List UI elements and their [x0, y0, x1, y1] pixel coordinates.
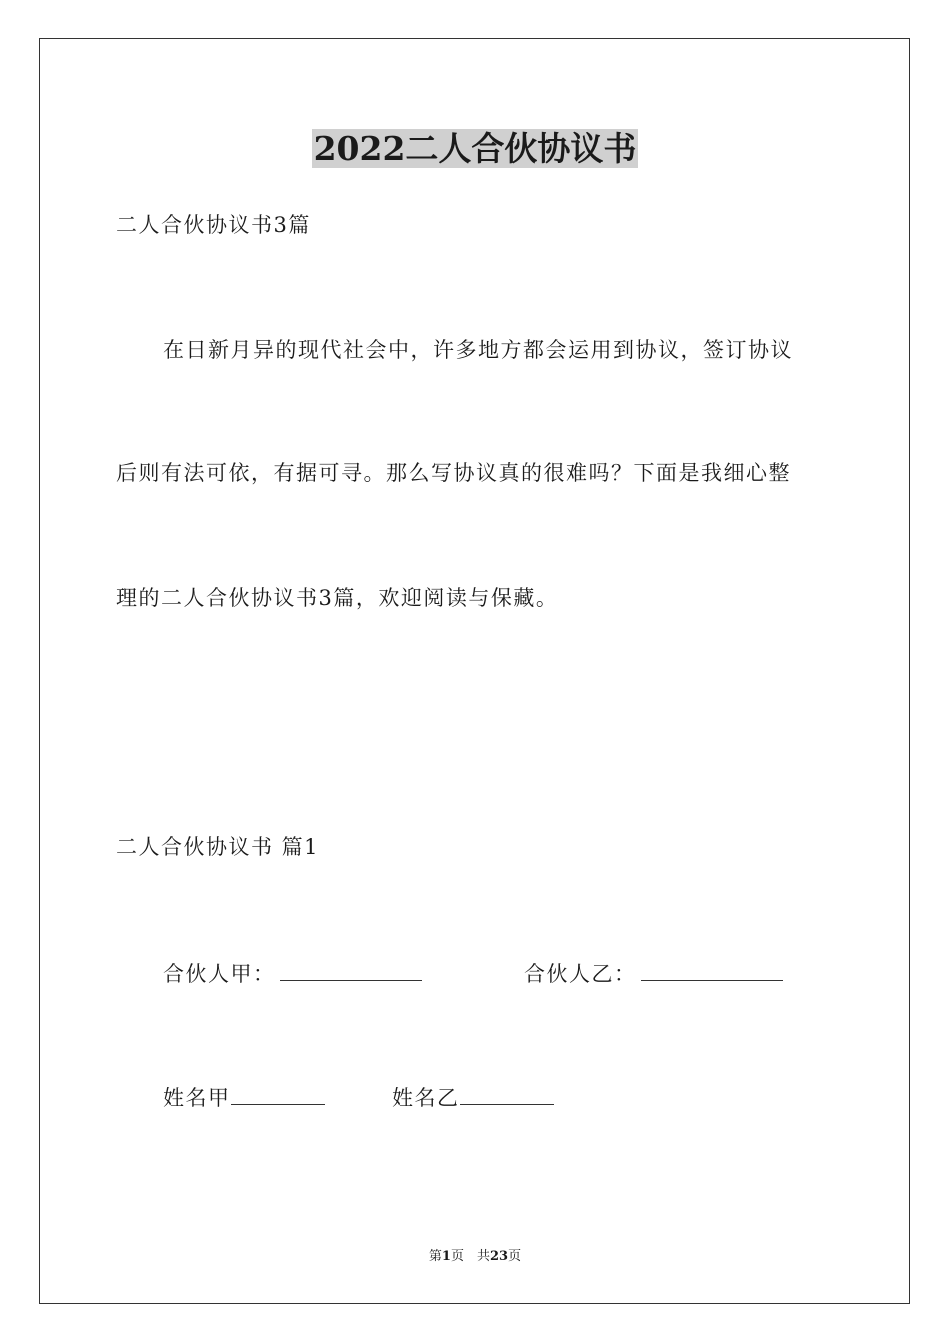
intro-line-3: 理的二人合伙协议书3篇，欢迎阅读与保藏。	[116, 586, 559, 610]
footer-total-pages: 23	[489, 1249, 509, 1264]
party-a-blank[interactable]	[280, 958, 422, 981]
section-heading: 二人合伙协议书 篇1	[116, 835, 320, 859]
party-b-row	[524, 958, 783, 988]
footer-prefix: 第	[428, 1249, 442, 1264]
name-a-blank[interactable]	[231, 1082, 325, 1105]
name-b-blank[interactable]	[460, 1082, 554, 1105]
party-a-label: 合伙人甲：	[163, 962, 276, 986]
document-title	[0, 128, 950, 170]
footer-suffix: 页	[508, 1249, 522, 1264]
footer-mid: 页 共	[450, 1249, 490, 1264]
document-title-text: 2022二人合伙协议书	[313, 129, 637, 168]
party-b-blank[interactable]	[641, 958, 783, 981]
party-b-label: 合伙人乙：	[524, 962, 637, 986]
page-footer	[0, 1248, 950, 1266]
name-b-label: 姓名乙	[392, 1086, 460, 1110]
intro-line-1: 在日新月异的现代社会中，许多地方都会运用到协议，签订协议	[163, 338, 793, 362]
party-a-row	[163, 958, 422, 988]
footer-current-page: 1	[441, 1249, 451, 1264]
name-a-row	[163, 1082, 325, 1112]
document-subtitle: 二人合伙协议书3篇	[116, 213, 311, 237]
name-b-row	[392, 1082, 554, 1112]
name-a-label: 姓名甲	[163, 1086, 231, 1110]
intro-line-2: 后则有法可依，有据可寻。那么写协议真的很难吗？下面是我细心整	[116, 461, 791, 485]
